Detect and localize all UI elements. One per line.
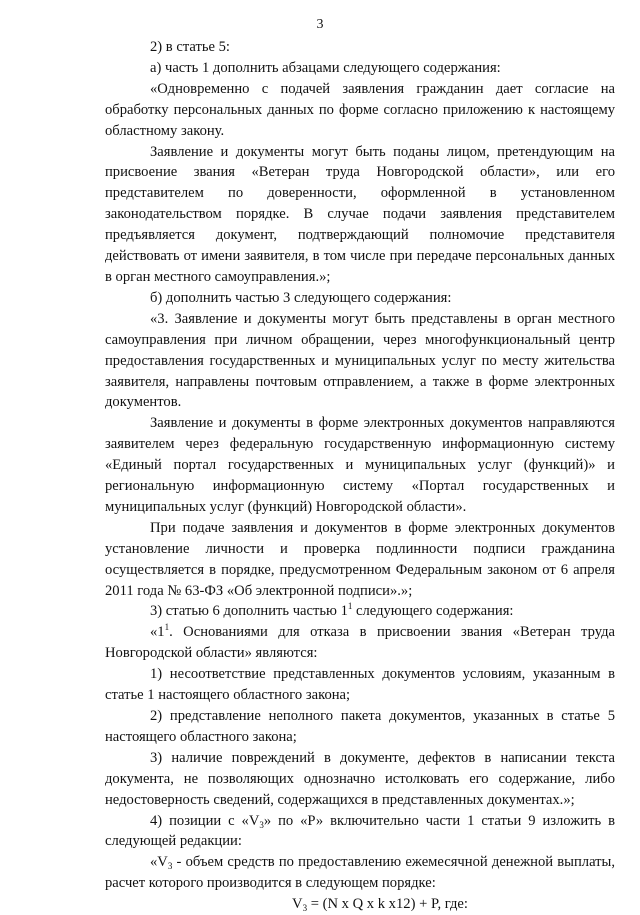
paragraph-signature-check: При подаче заявления и документов в форме электронных документов установление личности и проверка подлинности подписи гражданина осуществляется в порядке, предусмотренном Федеральным законом от 6 апреля 2011 года № 63-ФЗ «Об электронной подписи».»; bbox=[105, 519, 615, 599]
formula-v3: $V_3 = (N$ x Q x k x12) + P, где: bbox=[292, 896, 468, 914]
list-item-1: 1) несоответствие представленных документов условиям, указанным в статье 1 настоящего областного закона; bbox=[105, 666, 615, 704]
paragraph-refusal-grounds: «$1^1$. Основаниями для отказа в присвоении звания «Ветеран труда Новгородской области» являются: bbox=[105, 622, 615, 662]
paragraph-part3-intro: б) дополнить частью 3 следующего содержания: bbox=[150, 289, 452, 306]
paragraph-v3-definition: «$V_3$ - объем средств по предоставлению ежемесячной денежной выплаты, расчет которого производится в следующем порядке: bbox=[105, 854, 615, 892]
list-item-2: 2) представление неполного пакета документов, указанных в статье 5 настоящего областного закона; bbox=[105, 708, 615, 745]
paragraph-consent: «Одновременно с подачей заявления гражданин дает согласие на обработку персональных данных по форме согласно приложению к настоящему областному закону. bbox=[105, 80, 615, 139]
paragraph-article5-heading: 2) в статье 5: bbox=[150, 39, 230, 55]
paragraph-part1-intro: а) часть 1 дополнить абзацами следующего содержания: bbox=[150, 59, 501, 76]
paragraph-part3-text: «3. Заявление и документы могут быть представлены в орган местного самоуправления при личном обращении, через многофункциональный центр предоставления государственных и муниципальных услуг по месту жительства заявителя, направлены почтовым отправлением, а также в форме электронных документов. bbox=[105, 310, 615, 411]
page-number: 3 bbox=[316, 17, 324, 32]
paragraph-article6-intro: 3) статью 6 дополнить частью $1^1$ следующего содержания: bbox=[150, 601, 514, 620]
paragraph-article9-intro: 4) позиции с «$V_3$» по «Р» включительно части 1 статьи 9 изложить в следующей редакции: bbox=[105, 812, 615, 850]
document-body bbox=[105, 37, 615, 915]
list-item-3: 3) наличие повреждений в документе, дефектов в написании текста документа, не позволяющих однозначно истолковать его содержание, либо недостоверность сведений, содержащихся в представленных документах.»; bbox=[105, 749, 615, 808]
paragraph-electronic-documents: Заявление и документы в форме электронных документов направляются заявителем через федеральную государственную информационную систему «Единый портал государственных и муниципальных услуг (функций)» и региональную информационную систему «Портал государственных и муниципальных услуг (функций) Новгородской области». bbox=[105, 415, 615, 515]
paragraph-representative: Заявление и документы могут быть поданы лицом, претендующим на присвоение звания «Ветеран труда Новгородской области», или его представителем по доверенности, оформленной в установленном законодательством порядке. В случае подачи заявления представителем предъявляется документ, подтверждающий полномочие представителя действовать от имени заявителя, в том числе при передаче персональных данных в орган местного самоуправления.»; bbox=[105, 143, 615, 285]
